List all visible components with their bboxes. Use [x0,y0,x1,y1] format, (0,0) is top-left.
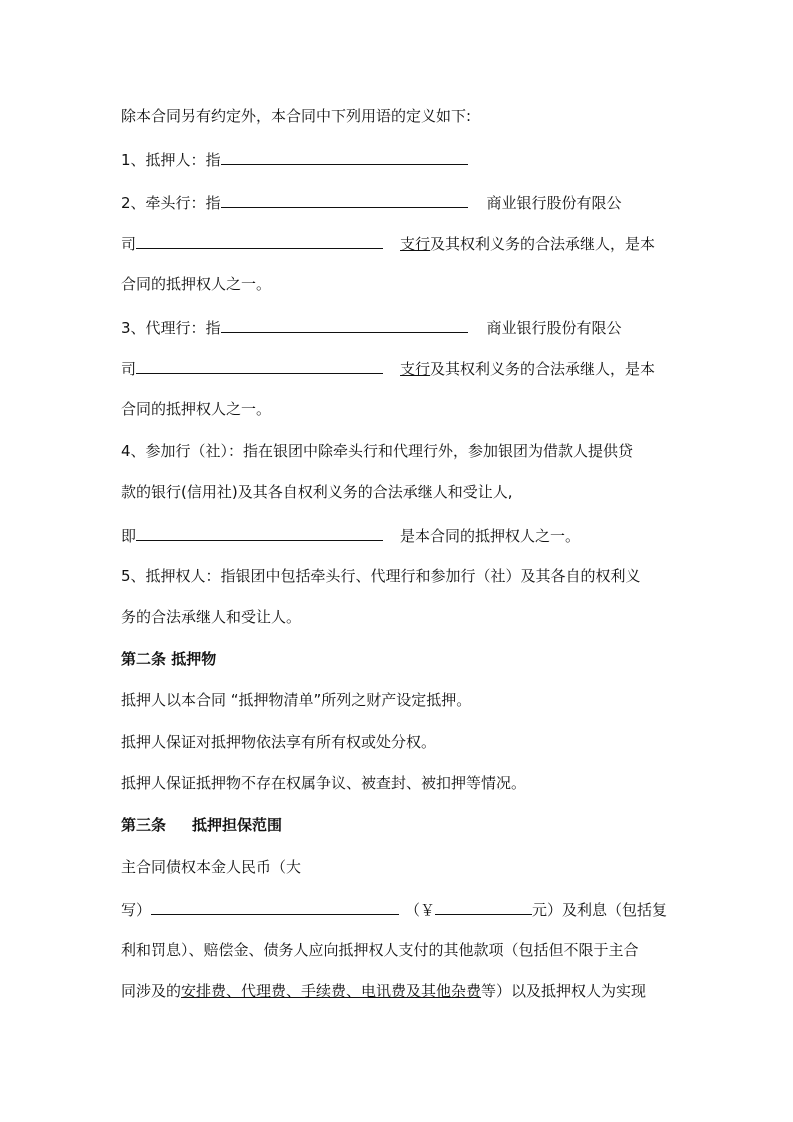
lead-bank-name-blank[interactable] [221,191,468,208]
namely-char: 即 [121,527,137,545]
definition-agent-bank-line1 [121,316,622,338]
article-3-line1: 主合同债权本金人民币（大 [121,858,302,876]
definition-label: 3、代理行：指 [121,319,221,337]
company-char: 司 [121,360,137,378]
bank-suffix-text: 商业银行股份有限公 [486,194,622,212]
branch-text: 支行 [400,235,431,253]
bank-suffix-text: 商业银行股份有限公 [486,319,622,337]
definition-agent-bank-line3: 合同的抵押权人之一。 [121,400,272,418]
pledgee-text: 是本合同的抵押权人之一。 [400,527,581,545]
article-2-paragraph-3: 抵押人保证抵押物不存在权属争议、被查封、被扣押等情况。 [121,774,527,792]
definition-label: 2、牵头行：指 [121,194,221,212]
agent-bank-branch-blank[interactable] [136,357,383,374]
amount-in-figures-blank[interactable] [435,898,532,915]
definition-lead-bank-line2 [121,232,655,254]
article-3-line2 [121,898,667,920]
article-2-heading: 第二条 抵押物 [121,650,217,668]
definition-pledgee-line1: 5、抵押权人：指银团中包括牵头行、代理行和参加行（社）及其各自的权利义 [121,567,641,585]
written-label: 写） [121,901,152,919]
participating-bank-blank[interactable] [136,524,383,541]
article-2-paragraph-1: 抵押人以本合同 “抵押物清单”所列之财产设定抵押。 [121,691,472,709]
agent-bank-name-blank[interactable] [221,316,468,333]
intro-text: 除本合同另有约定外，本合同中下列用语的定义如下: [121,107,472,125]
pledgor-blank[interactable] [221,148,468,165]
yuan-symbol-text: （￥ [405,901,436,919]
definition-pledgee-line2: 务的合法承继人和受让人。 [121,608,302,626]
definition-label: 1、抵押人：指 [121,151,221,169]
lead-bank-branch-blank[interactable] [136,232,383,249]
definition-lead-bank-line3: 合同的抵押权人之一。 [121,275,272,293]
definition-pledgor [121,148,468,170]
amount-in-words-blank[interactable] [151,898,399,915]
involving-text: 同涉及的 [121,982,182,1000]
article-3-line3: 利和罚息）、赔偿金、债务人应向抵押权人支付的其他款项（包括但不限于主合 [121,941,639,959]
article-3-number: 第三条 [121,816,167,834]
article-3-heading [121,815,282,835]
definition-participating-bank-line1: 4、参加行（社）：指在银团中除牵头行和代理行外，参加银团为借款人提供贷 [121,442,634,460]
successor-text: 及其权利义务的合法承继人，是本 [430,360,656,378]
branch-text: 支行 [400,360,431,378]
company-char: 司 [121,235,137,253]
definition-participating-bank-line2: 款的银行(信用社)及其各自权利义务的合法承继人和受让人, [121,483,513,501]
article-3-line4 [121,981,646,1001]
article-2-paragraph-2: 抵押人保证对抵押物依法享有所有权或处分权。 [121,733,437,751]
successor-text: 及其权利义务的合法承继人，是本 [430,235,656,253]
article-3-title: 抵押担保范围 [192,816,283,834]
realization-text: 等）以及抵押权人为实现 [481,982,647,1000]
definition-agent-bank-line2 [121,357,655,379]
interest-text: 元）及利息（包括复 [532,901,668,919]
definition-participating-bank-line3 [121,524,580,546]
definition-lead-bank-line1 [121,191,622,213]
fees-text: 安排费、代理费、手续费、电讯费及其他杂费 [181,982,482,1000]
